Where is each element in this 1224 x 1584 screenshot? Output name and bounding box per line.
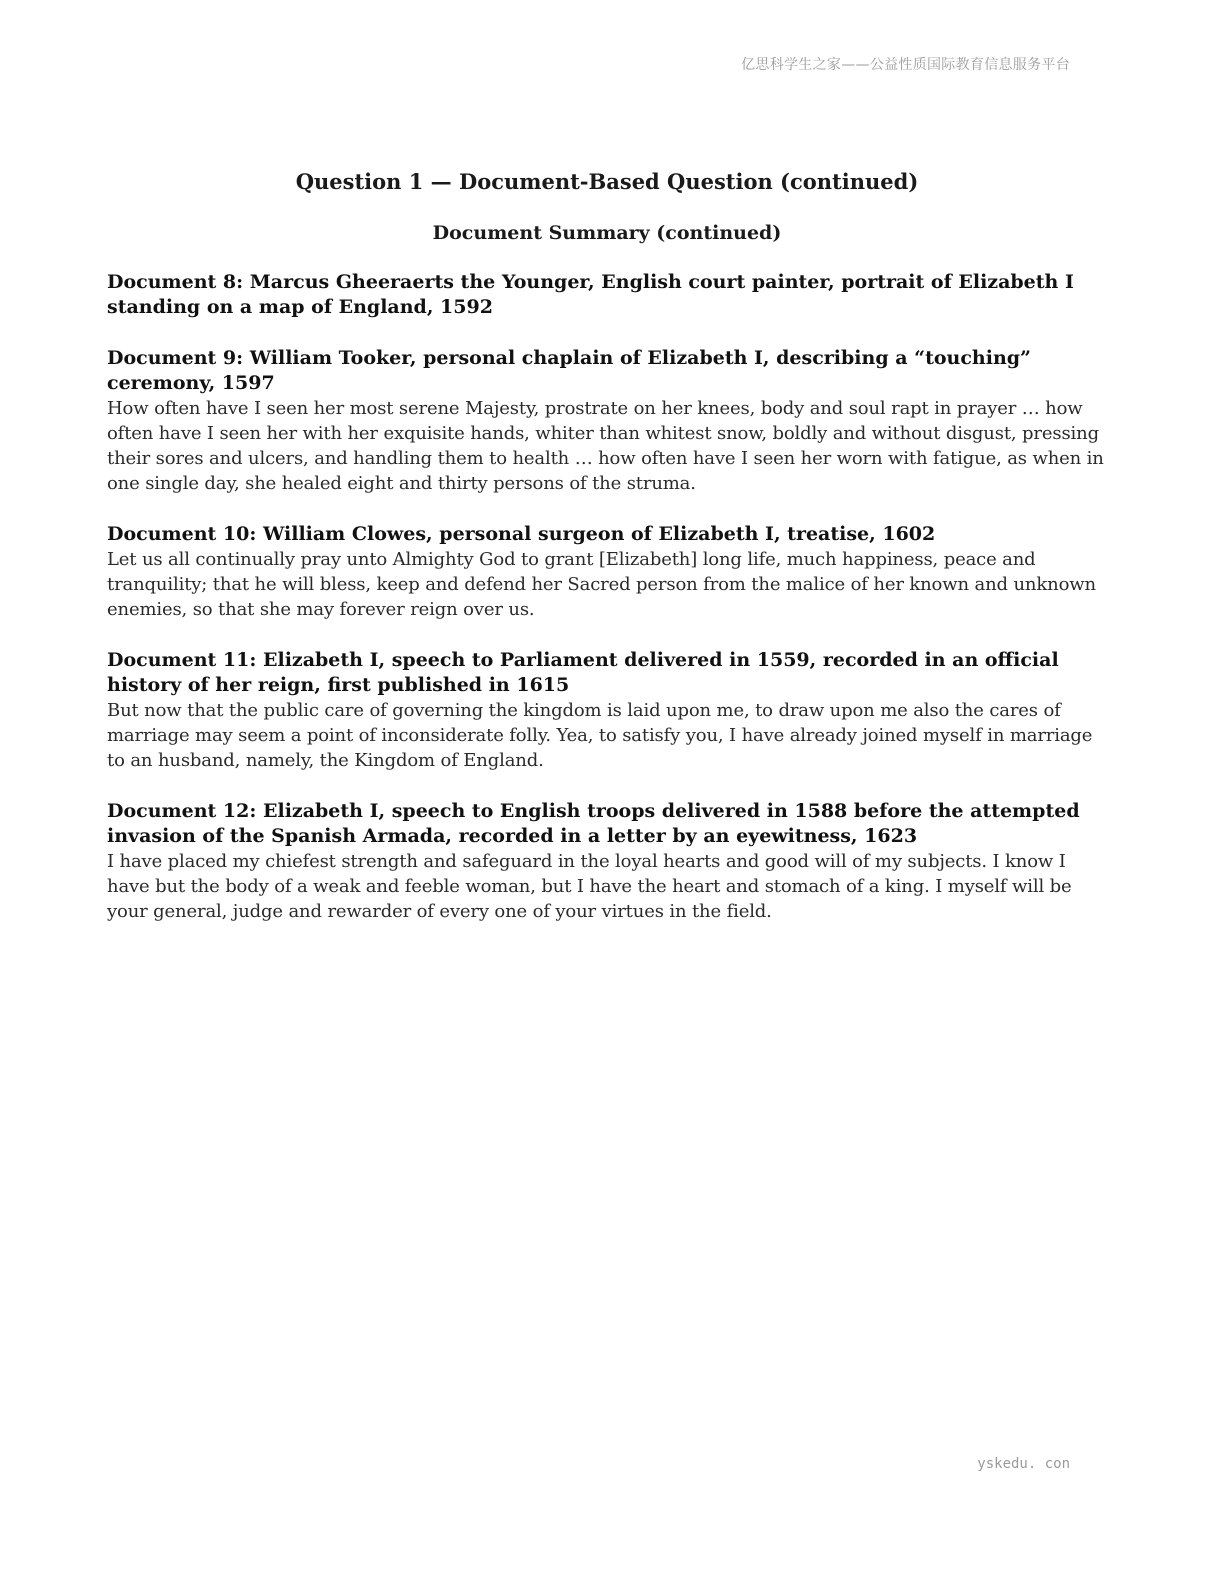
- document-text: How often have I seen her most serene Majesty, prostrate on her knees, body and soul rapt in prayer … how often have I seen her with her exquisite hands, whiter than whitest snow, boldly and without disgust, pressing their sores and ulcers, and handling them to health … how often have I seen her worn with fatigue, as when in one single day, she healed eight and thirty persons of the struma.: [107, 398, 1104, 494]
- document-content: [107, 168, 1107, 950]
- document-8: [107, 270, 1107, 320]
- document-heading: Document 8: Marcus Gheeraerts the Younger, English court painter, portrait of Elizabeth I standing on a map of England, 1592: [107, 271, 1074, 318]
- document-10: [107, 522, 1107, 622]
- document-heading: Document 11: Elizabeth I, speech to Parliament delivered in 1559, recorded in an official history of her reign, first published in 1615: [107, 649, 1059, 696]
- document-11: [107, 648, 1107, 773]
- document-12: [107, 799, 1107, 924]
- document-text: I have placed my chiefest strength and safeguard in the loyal hearts and good will of my subjects. I know I have but the body of a weak and feeble woman, but I have the heart and stomach of a king. I myself will be your general, judge and rewarder of every one of your virtues in the field.: [107, 851, 1072, 922]
- page-title: Question 1 — Document-Based Question (continued): [295, 169, 919, 194]
- document-text: Let us all continually pray unto Almighty God to grant [Elizabeth] long life, much happiness, peace and tranquility; that he will bless, keep and defend her Sacred person from the malice of her known and unknown enemies, so that she may forever reign over us.: [107, 549, 1096, 620]
- document-heading: Document 12: Elizabeth I, speech to English troops delivered in 1588 before the attempted invasion of the Spanish Armada, recorded in a letter by an eyewitness, 1623: [107, 800, 1080, 847]
- document-text: But now that the public care of governing the kingdom is laid upon me, to draw upon me also the cares of marriage may seem a point of inconsiderate folly. Yea, to satisfy you, I have already joined myself in marriage to an husband, namely, the Kingdom of England.: [107, 700, 1093, 771]
- document-9: [107, 346, 1107, 496]
- section-title: Document Summary (continued): [432, 222, 782, 244]
- footer-watermark: yskedu. con: [977, 1456, 1070, 1472]
- document-heading: Document 9: William Tooker, personal chaplain of Elizabeth I, describing a “touching” ceremony, 1597: [107, 347, 1031, 394]
- document-heading: Document 10: William Clowes, personal surgeon of Elizabeth I, treatise, 1602: [107, 523, 936, 545]
- header-watermark: 亿思科学生之家——公益性质国际教育信息服务平台: [741, 57, 1070, 73]
